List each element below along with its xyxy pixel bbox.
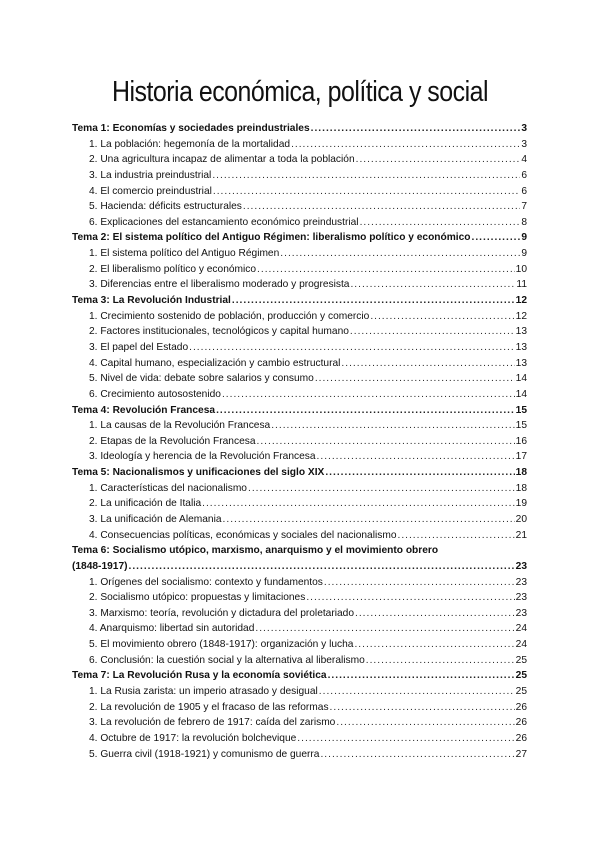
toc-page-number: 21 [515,529,527,541]
toc-entry-label: Tema 4: Revolución Francesa [72,404,216,416]
toc-page-number: 26 [515,717,527,729]
toc-leader-dots [354,637,514,653]
toc-page-number: 18 [515,482,527,494]
toc-entry-label: 3. La revolución de febrero de 1917: caída del zarismo [89,717,336,729]
table-of-contents [72,121,527,762]
toc-subtopic-entry[interactable] [72,199,527,215]
toc-page-number: 12 [515,295,527,307]
toc-subtopic-entry[interactable] [72,528,527,544]
toc-page-number: 12 [515,310,527,322]
toc-page-number: 18 [515,467,527,479]
toc-subtopic-entry[interactable] [72,277,527,293]
toc-page-number: 17 [515,451,527,463]
toc-leader-dots [243,199,520,215]
toc-entry-label: 4. Anarquismo: libertad sin autoridad [89,623,255,635]
toc-entry-label: 5. Guerra civil (1918-1921) y comunismo de guerra [89,748,320,760]
toc-leader-dots [248,481,515,497]
toc-leader-dots [330,700,515,716]
toc-entry-label: 3. La unificación de Alemania [89,514,222,525]
toc-leader-dots [291,137,520,153]
toc-subtopic-entry[interactable] [72,168,527,184]
toc-page-number: 26 [515,701,527,713]
document-title: Historia económica, política y social [112,76,488,108]
toc-entry-label: 4. Consecuencias políticas, económicas y sociales del nacionalismo [89,529,397,541]
toc-entry-label: 5. El movimiento obrero (1848-1917): organización y lucha [89,639,354,651]
toc-leader-dots [223,512,515,528]
toc-entry-label: 1. Características del nacionalismo [89,482,247,494]
toc-entry-label: 1. La causas de la Revolución Francesa [89,420,271,432]
toc-leader-dots [213,184,520,200]
toc-leader-dots [280,246,520,262]
toc-leader-dots [360,215,521,231]
toc-subtopic-entry[interactable] [72,512,527,528]
toc-subtopic-entry[interactable] [72,246,527,262]
toc-page-number: 14 [515,373,527,385]
toc-leader-dots [189,340,515,356]
toc-subtopic-entry[interactable] [72,653,527,669]
toc-subtopic-entry[interactable] [72,137,527,153]
toc-entry-label: Tema 6: Socialismo utópico, marxismo, anarquismo y el movimiento obrero [72,545,439,557]
toc-subtopic-entry[interactable] [72,449,527,465]
toc-entry-label: 4. Octubre de 1917: la revolución bolchevique [89,732,297,744]
toc-page-number: 20 [515,514,527,525]
toc-subtopic-entry[interactable] [72,324,527,340]
toc-subtopic-entry[interactable] [72,747,527,763]
toc-subtopic-entry[interactable] [72,637,527,653]
toc-page-number: 10 [515,263,527,275]
toc-page-number: 19 [515,498,527,510]
toc-subtopic-entry[interactable] [72,606,527,622]
toc-entry-label: 3. Diferencias entre el liberalismo moderado y progresista [89,279,350,291]
toc-page-number: 3 [521,122,527,134]
toc-leader-dots [350,324,515,340]
toc-subtopic-entry[interactable] [72,481,527,497]
toc-leader-dots [320,747,514,763]
toc-subtopic-entry[interactable] [72,309,527,325]
toc-page-number: 3 [521,138,527,150]
toc-entry-label: 4. Capital humano, especialización y cambio estructural [89,357,341,369]
toc-subtopic-entry[interactable] [72,715,527,731]
toc-entry-label: 2. Factores institucionales, tecnológicos y capital humano [89,326,349,338]
toc-subtopic-entry[interactable] [72,356,527,372]
toc-subtopic-entry[interactable] [72,340,527,356]
toc-subtopic-entry[interactable] [72,418,527,434]
toc-entry-label: 2. Una agricultura incapaz de alimentar a toda la población [89,154,355,166]
toc-topic-entry[interactable] [72,403,527,419]
toc-entry-label: 2. La revolución de 1905 y el fracaso de las reformas [89,701,329,713]
toc-subtopic-entry[interactable] [72,184,527,200]
toc-subtopic-entry[interactable] [72,684,527,700]
toc-page-number: 13 [515,357,527,369]
toc-subtopic-entry[interactable] [72,731,527,747]
toc-subtopic-entry[interactable] [72,700,527,716]
toc-topic-entry[interactable] [72,293,527,309]
toc-page-number: 13 [515,326,527,338]
toc-leader-dots [356,152,521,168]
toc-topic-entry[interactable] [72,121,527,137]
toc-entry-label-continued: (1848-1917) [72,560,128,572]
toc-page-number: 23 [515,576,527,588]
toc-page-number: 23 [515,592,527,604]
toc-leader-dots [324,575,515,591]
toc-leader-dots [319,684,515,700]
toc-leader-dots [397,528,514,544]
toc-subtopic-entry[interactable] [72,575,527,591]
toc-leader-dots [325,465,514,481]
toc-leader-dots [255,622,514,638]
toc-leader-dots [306,590,514,606]
toc-page-number: 16 [515,435,527,447]
toc-entry-label: 6. Crecimiento autosostenido [89,388,221,400]
toc-leader-dots [341,356,514,372]
toc-entry-label: 2. El liberalismo político y económico [89,263,257,275]
toc-page-number: 13 [515,341,527,353]
toc-topic-entry[interactable] [72,543,527,574]
toc-page-number: 23 [515,560,527,572]
toc-leader-dots [212,168,520,184]
toc-leader-dots [355,606,515,622]
toc-page-number: 6 [521,169,527,181]
toc-entry-label: 6. Explicaciones del estancamiento económico preindustrial [89,216,359,228]
toc-page-number: 15 [515,404,527,416]
toc-entry-label: Tema 3: La Revolución Industrial [72,295,231,307]
toc-subtopic-entry[interactable] [72,496,527,512]
toc-subtopic-entry[interactable] [72,262,527,278]
toc-page-number: 25 [515,686,527,698]
toc-page-number: 9 [521,248,527,260]
toc-page-number: 14 [515,388,527,400]
toc-page-number: 27 [515,748,527,760]
toc-page-number: 25 [515,654,527,666]
toc-page-number: 4 [521,154,527,166]
toc-entry-label: 4. El comercio preindustrial [89,185,212,197]
toc-leader-dots [297,731,514,747]
toc-topic-entry[interactable] [72,230,527,246]
toc-subtopic-entry[interactable] [72,434,527,450]
toc-leader-dots [257,262,515,278]
toc-leader-dots [350,277,515,293]
toc-entry-label: 1. Orígenes del socialismo: contexto y fundamentos [89,576,323,588]
toc-leader-dots [317,449,515,465]
toc-leader-dots [271,418,514,434]
toc-subtopic-entry[interactable] [72,622,527,638]
toc-entry-label: 3. La industria preindustrial [89,169,212,181]
toc-leader-dots [216,403,515,419]
toc-entry-label: 1. La población: hegemonía de la mortalidad [89,138,291,150]
toc-page-number: 15 [515,420,527,432]
toc-entry-label: 2. La unificación de Italia [89,498,202,510]
toc-page-number: 8 [521,216,527,228]
toc-page-number: 24 [515,623,527,635]
toc-entry-label: 3. El papel del Estado [89,341,189,353]
toc-subtopic-entry[interactable] [72,371,527,387]
toc-entry-label: 1. Crecimiento sostenido de población, producción y comercio [89,310,370,322]
toc-leader-dots [315,371,515,387]
toc-leader-dots [472,230,521,246]
toc-entry-label: 1. El sistema político del Antiguo Régimen [89,248,280,260]
toc-page-number: 6 [521,185,527,197]
toc-leader-dots [366,653,515,669]
toc-entry-label: 5. Nivel de vida: debate sobre salarios y consumo [89,373,314,385]
toc-page-number: 26 [515,732,527,744]
toc-entry-label: 1. La Rusia zarista: un imperio atrasado y desigual [89,686,318,698]
toc-entry-label: 3. Ideología y herencia de la Revolución Francesa [89,451,316,463]
toc-entry-label: Tema 5: Nacionalismos y unificaciones del siglo XIX [72,467,325,479]
toc-entry-label: 5. Hacienda: déficits estructurales [89,201,242,213]
toc-entry-label: 2. Etapas de la Revolución Francesa [89,435,256,447]
toc-leader-dots [328,668,515,684]
toc-leader-dots [370,309,514,325]
toc-page-number: 11 [516,279,527,291]
toc-subtopic-entry[interactable] [72,152,527,168]
toc-leader-dots [129,559,515,575]
toc-leader-dots [202,496,515,512]
toc-page-number: 25 [515,670,527,682]
toc-subtopic-entry[interactable] [72,387,527,403]
toc-page-number: 7 [521,201,527,213]
toc-entry-label: 6. Conclusión: la cuestión social y la alternativa al liberalismo [89,654,365,666]
toc-leader-dots [222,387,515,403]
toc-entry-label: Tema 7: La Revolución Rusa y la economía soviética [72,670,327,682]
toc-leader-dots [257,434,515,450]
toc-entry-continuation [72,559,527,575]
toc-entry-label: 2. Socialismo utópico: propuestas y limitaciones [89,592,306,604]
toc-topic-entry[interactable] [72,668,527,684]
toc-leader-dots [336,715,514,731]
toc-topic-entry[interactable] [72,465,527,481]
toc-page-number: 23 [515,607,527,619]
toc-leader-dots [311,121,521,137]
toc-page-number: 24 [515,639,527,651]
toc-subtopic-entry[interactable] [72,590,527,606]
toc-entry-label: Tema 1: Economías y sociedades preindustriales [72,122,310,134]
toc-entry-label: Tema 2: El sistema político del Antiguo Régimen: liberalismo político y económico [72,232,471,244]
toc-entry-label: 3. Marxismo: teoría, revolución y dictadura del proletariado [89,607,355,619]
toc-leader-dots [232,293,515,309]
toc-page-number: 9 [521,232,527,244]
toc-subtopic-entry[interactable] [72,215,527,231]
